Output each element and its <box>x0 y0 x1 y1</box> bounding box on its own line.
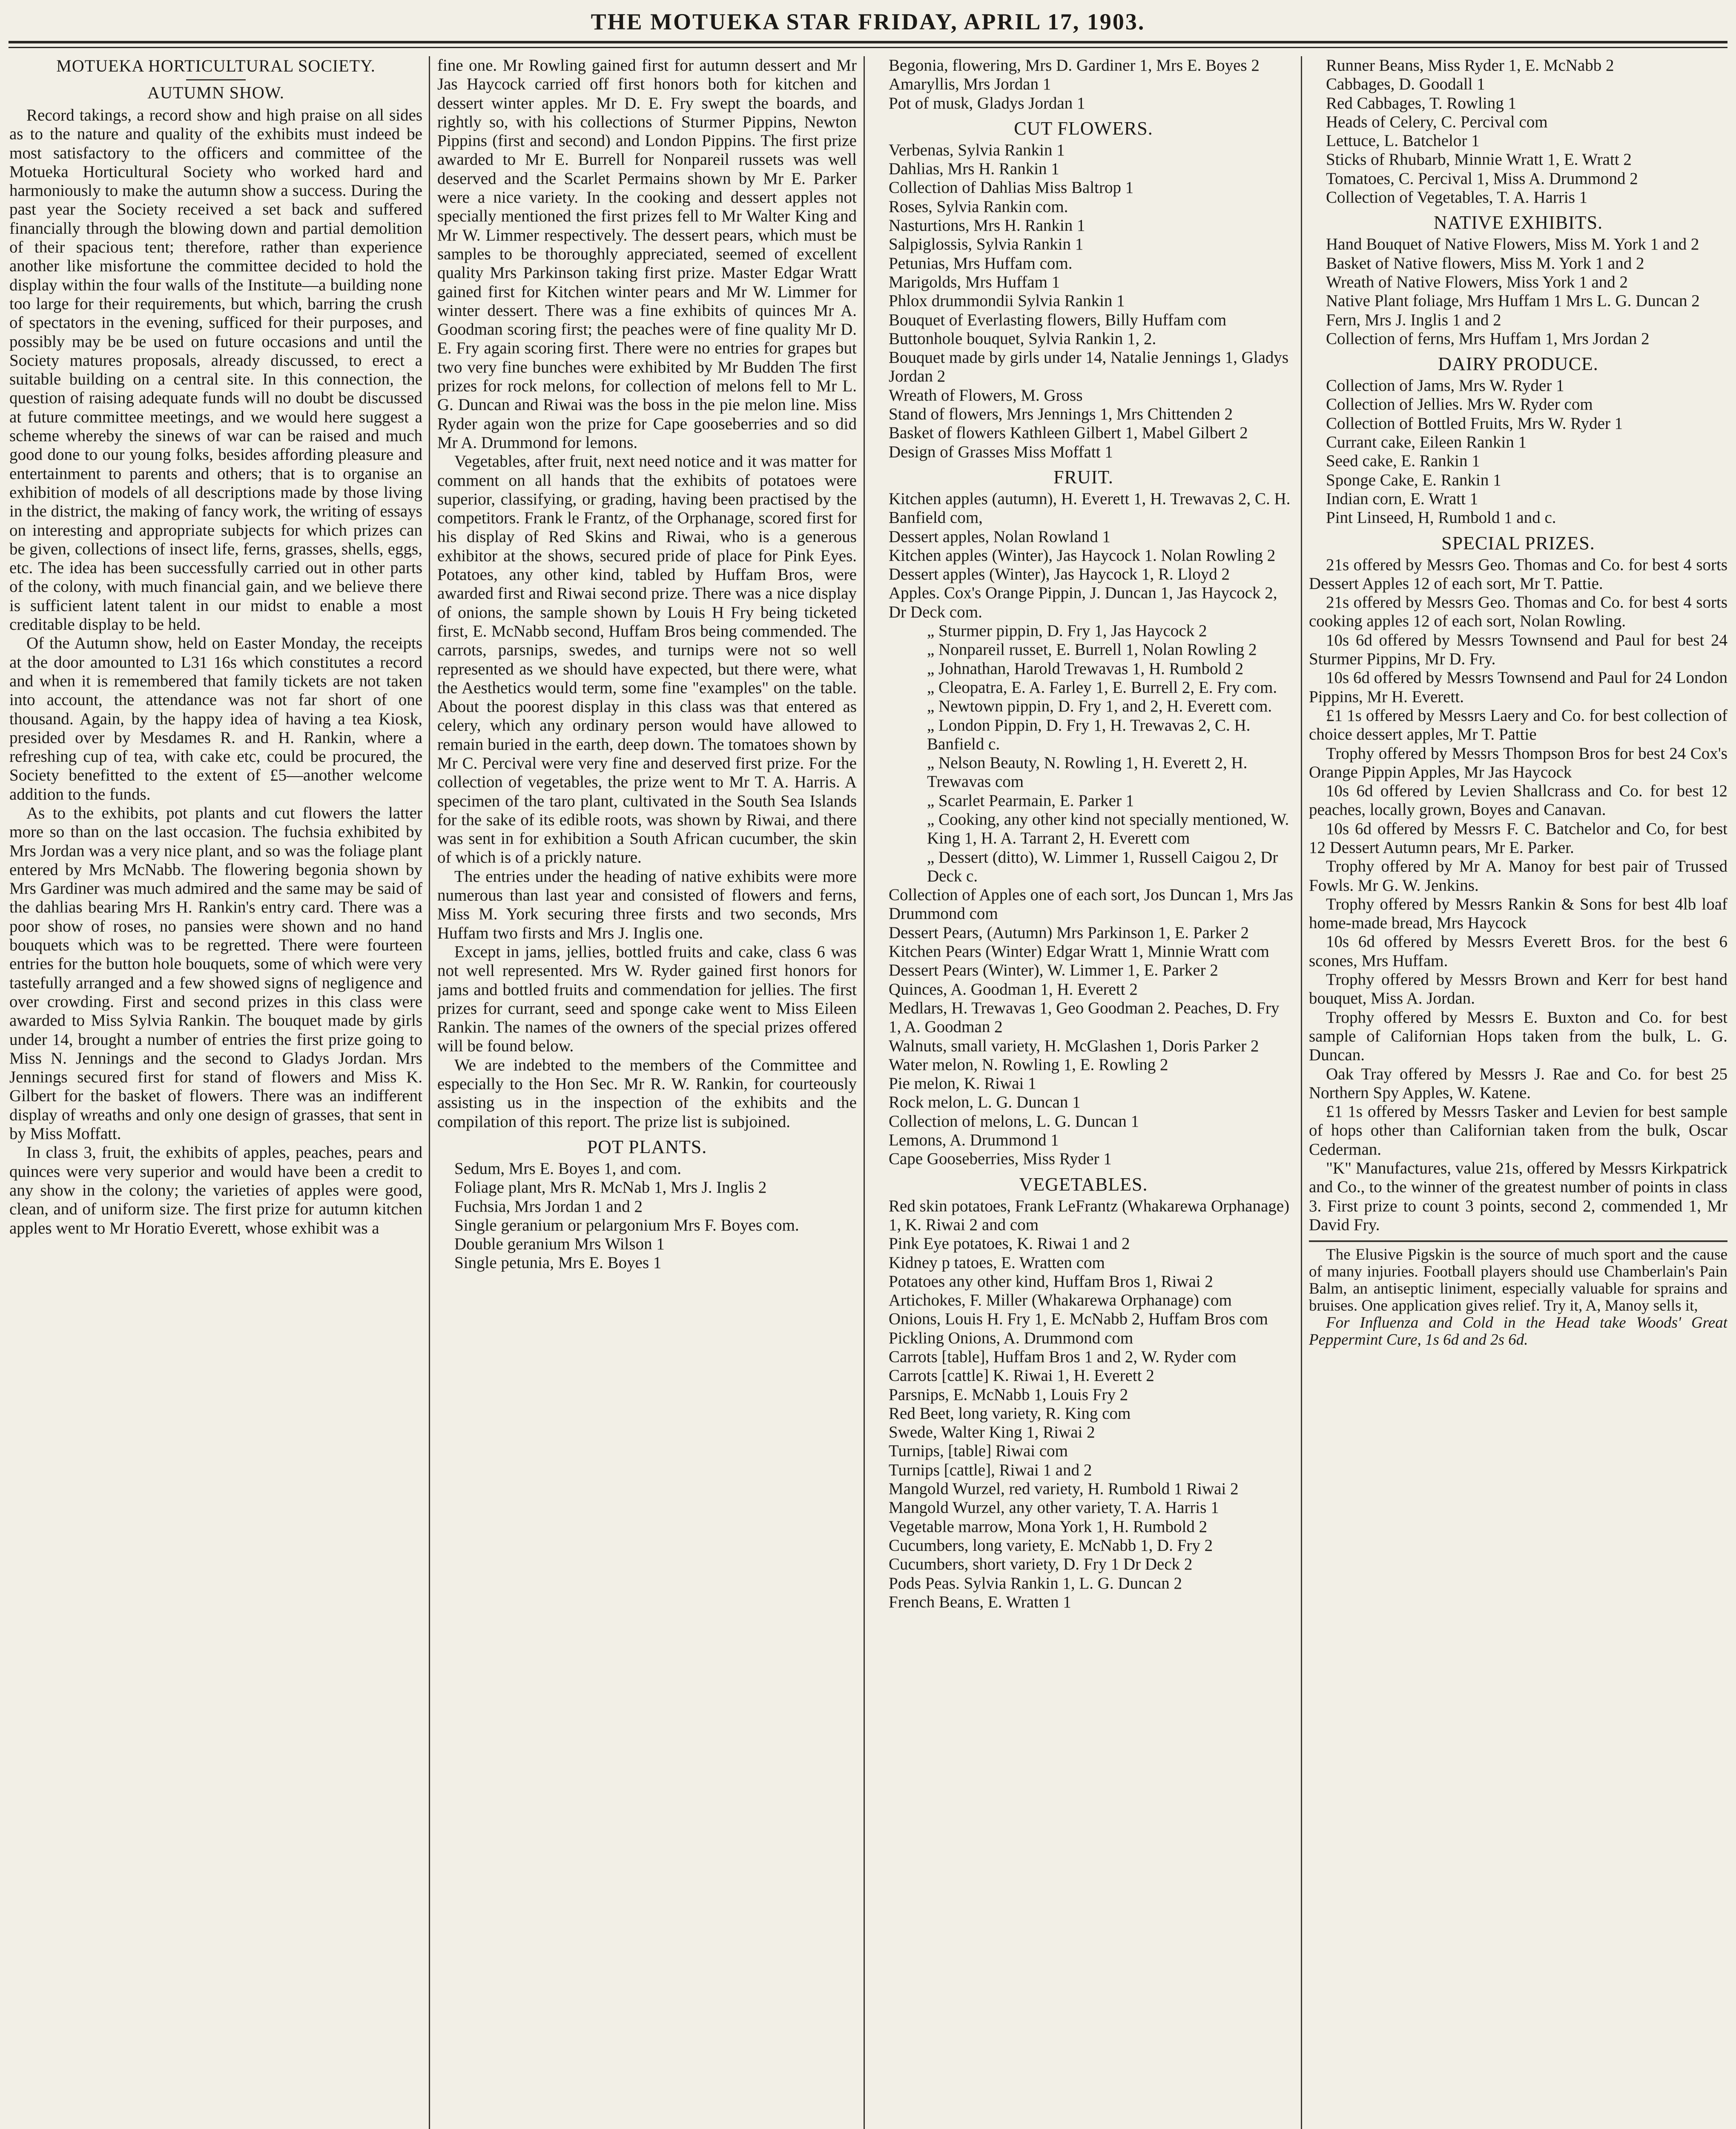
prize-entry: „ Cooking, any other kind not specially mentioned, W. King 1, H. A. Tarrant 2, H. Everett com <box>927 810 1289 848</box>
prize-entry: Single petunia, Mrs E. Boyes 1 <box>454 1254 662 1272</box>
prize-entry: Basket of Native flowers, Miss M. York 1 and 2 <box>1326 254 1644 273</box>
special-prize-entry: Trophy offered by Messrs E. Buxton and Co. for best sample of Californian Hops taken from the bulk, L. G. Duncan. <box>1309 1008 1727 1064</box>
prize-entry: Salpiglossis, Sylvia Rankin 1 <box>889 235 1084 254</box>
section-heading-vegetables: VEGETABLES. <box>1019 1174 1148 1195</box>
column-1 <box>9 56 422 2129</box>
prize-entry: Stand of flowers, Mrs Jennings 1, Mrs Chittenden 2 <box>889 405 1233 424</box>
prize-entry: Double geranium Mrs Wilson 1 <box>454 1235 665 1254</box>
prize-entry: Indian corn, E. Wratt 1 <box>1326 489 1478 508</box>
prize-entry: Tomatoes, C. Percival 1, Miss A. Drummond 2 <box>1326 169 1638 188</box>
prize-entry: Collection of Jellies. Mrs W. Ryder com <box>1326 395 1593 414</box>
special-prize-entry: 10s 6d offered by Levien Shallcrass and Co. for best 12 peaches, locally grown, Boyes and Canavan. <box>1309 782 1727 819</box>
prize-entry: Runner Beans, Miss Ryder 1, E. McNabb 2 <box>1326 56 1614 75</box>
special-prize-entry: Trophy offered by Messrs Brown and Kerr for best hand bouquet, Miss A. Jordan. <box>1309 970 1727 1008</box>
article-subheading: AUTUMN SHOW. <box>147 83 284 102</box>
prize-entry: Collection of ferns, Mrs Huffam 1, Mrs Jordan 2 <box>1326 329 1650 348</box>
special-prize-entry: 10s 6d offered by Messrs Townsend and Paul for 24 London Pippins, Mr H. Everett. <box>1309 669 1727 706</box>
masthead-rule <box>9 41 1727 43</box>
prize-entry: Begonia, flowering, Mrs D. Gardiner 1, Mrs E. Boyes 2 <box>889 56 1260 75</box>
prize-entry: Turnips, [table] Riwai com <box>889 1442 1068 1460</box>
prize-entry: Pint Linseed, H, Rumbold 1 and c. <box>1326 508 1556 527</box>
prize-entry: Verbenas, Sylvia Rankin 1 <box>889 141 1065 159</box>
prize-entry: Red skin potatoes, Frank LeFrantz (Whakarewa Orphanage) 1, K. Riwai 2 and com <box>889 1196 1290 1234</box>
prize-entry: Pot of musk, Gladys Jordan 1 <box>889 94 1085 112</box>
prize-entry: Artichokes, F. Miller (Whakarewa Orphanage) com <box>889 1291 1232 1310</box>
prize-entry: Dessert apples, Nolan Rowland 1 <box>889 527 1110 546</box>
prize-entry: Buttonhole bouquet, Sylvia Rankin 1, 2. <box>889 329 1156 348</box>
advertisement-text: The Elusive Pigskin is the source of much sport and the cause of many injuries. Football players should use Chamberlain's Pain Balm, an antiseptic liniment, especially valuable for sprains and bruises. One application gives relief. Try it, A, Manoy sells it, <box>1309 1246 1727 1315</box>
prize-entry: Basket of flowers Kathleen Gilbert 1, Mabel Gilbert 2 <box>889 424 1248 442</box>
prize-entry: Amaryllis, Mrs Jordan 1 <box>889 75 1051 94</box>
prize-entry: „ Dessert (ditto), W. Limmer 1, Russell Caigou 2, Dr Deck c. <box>927 848 1278 885</box>
article-paragraph: As to the exhibits, pot plants and cut flowers the latter more so than on the last occasion. The fuchsia exhibited by Mrs Jordan was a very nice plant, and so was the foliage plant entered by Mrs McNabb. The flowering begonia shown by Mrs Gardiner was much admired and the same may be said of the dahlias bearing Mrs H. Rankin's entry card. There was a poor show of roses, no pansies were shown and no hand bouquets which was to be regretted. There were fourteen entries for the button hole bouquets, some of which were very tastefully arranged and a few showed signs of negligence and over crowding. First and second prizes in this class were awarded to Miss Sylvia Rankin. The bouquet made by girls under 14, brought a number of entries the first prize going to Miss N. Jennings and the second to Gladys Jordan. Mrs Jennings secured first for stand of flowers and Miss K. Gilbert for the basket of flowers. There was an indifferent display of wreaths and only one design of grasses, that sent in by Miss Moffatt. <box>9 803 422 1143</box>
prize-entry: Collection of Jams, Mrs W. Ryder 1 <box>1326 376 1564 395</box>
section-heading-pot-plants: POT PLANTS. <box>587 1136 707 1157</box>
prize-entry: „ Sturmer pippin, D. Fry 1, Jas Haycock 2 <box>927 622 1207 640</box>
prize-entry: Rock melon, L. G. Duncan 1 <box>889 1093 1081 1112</box>
section-heading-native-exhibits: NATIVE EXHIBITS. <box>1433 212 1603 233</box>
prize-entry: „ Newtown pippin, D. Fry 1, and 2, H. Everett com. <box>927 697 1272 716</box>
prize-entry: Carrots [table], Huffam Bros 1 and 2, W. Ryder com <box>889 1348 1237 1366</box>
prize-entry: Marigolds, Mrs Huffam 1 <box>889 273 1060 291</box>
prize-entry: Wreath of Native Flowers, Miss York 1 and 2 <box>1326 273 1628 291</box>
prize-entry: Pickling Onions, A. Drummond com <box>889 1328 1133 1347</box>
prize-entry: „ Nelson Beauty, N. Rowling 1, H. Everett 2, H. Trewavas com <box>927 754 1248 791</box>
prize-entry: Dessert Pears, (Autumn) Mrs Parkinson 1, E. Parker 2 <box>889 923 1249 942</box>
special-prize-entry: £1 1s offered by Messrs Tasker and Levien for best sample of hops other than Californian taken from the bulk, Oscar Cederman. <box>1309 1102 1727 1159</box>
article-heading: MOTUEKA HORTICULTURAL SOCIETY. <box>56 56 376 75</box>
prize-entry: „ Scarlet Pearmain, E. Parker 1 <box>927 791 1134 810</box>
prize-entry: Collection of Bottled Fruits, Mrs W. Ryder 1 <box>1326 414 1623 433</box>
column-3 <box>872 56 1295 2129</box>
prize-entry: „ Cleopatra, E. A. Farley 1, E. Burrell 2, E. Fry com. <box>927 678 1277 697</box>
prize-entry: Collection of melons, L. G. Duncan 1 <box>889 1112 1139 1130</box>
prize-entry: Turnips [cattle], Riwai 1 and 2 <box>889 1460 1092 1479</box>
prize-entry: Kidney p tatoes, E. Wratten com <box>889 1253 1105 1272</box>
prize-entry: Mangold Wurzel, any other variety, T. A. Harris 1 <box>889 1498 1219 1517</box>
article-paragraph: Except in jams, jellies, bottled fruits and cake, class 6 was not well represented. Mrs W. Ryder gained first honors for jams and bottled fruits and commendation for jellies. The first prizes for currant, seed and sponge cake went to Miss Eileen Rankin. The names of the owners of the special prizes offered will be found below. <box>437 942 857 1056</box>
prize-entry: Native Plant foliage, Mrs Huffam 1 Mrs L. G. Duncan 2 <box>1326 292 1700 310</box>
prize-entry: Collection of Apples one of each sort, Jos Duncan 1, Mrs Jas Drummond com <box>889 886 1293 923</box>
prize-entry: Pods Peas. Sylvia Rankin 1, L. G. Duncan 2 <box>889 1574 1182 1592</box>
prize-entry: Kitchen apples (autumn), H. Everett 1, H. Trewavas 2, C. H. Banfield com, <box>889 489 1291 527</box>
prize-entry: Fuchsia, Mrs Jordan 1 and 2 <box>454 1197 643 1216</box>
section-heading-fruit: FRUIT. <box>1053 466 1113 488</box>
prize-entry: Heads of Celery, C. Percival com <box>1326 112 1548 131</box>
special-prize-entry: 21s offered by Messrs Geo. Thomas and Co. for best 4 sorts Dessert Apples 12 of each sort, Mr T. Pattie. <box>1309 555 1727 593</box>
prize-entry: Apples. Cox's Orange Pippin, J. Duncan 1, Jas Haycock 2, Dr Deck com. <box>889 584 1277 621</box>
masthead-rule-thin <box>9 47 1727 48</box>
prize-entry: Fern, Mrs J. Inglis 1 and 2 <box>1326 310 1501 329</box>
article-paragraph: In class 3, fruit, the exhibits of apples, peaches, pears and quinces were very superior and would have been a credit to any show in the colony; the varieties of apples were good, clean, and of uniform size. The first prize for autumn kitchen apples went to Mr Horatio Everett, whose exhibit was a <box>9 1143 422 1237</box>
advertisement-italic-text: For Influenza and Cold in the Head take Woods' Great Peppermint Cure, 1s 6d and 2s 6d. <box>1309 1314 1727 1349</box>
prize-entry: Kitchen apples (Winter), Jas Haycock 1. Nolan Rowling 2 <box>889 546 1276 565</box>
prize-entry: Medlars, H. Trewavas 1, Geo Goodman 2. Peaches, D. Fry 1, A. Goodman 2 <box>889 999 1280 1036</box>
special-prize-entry: Trophy offered by Mr A. Manoy for best pair of Trussed Fowls. Mr G. W. Jenkins. <box>1309 857 1727 895</box>
special-prize-entry: "K" Manufactures, value 21s, offered by Messrs Kirkpatrick and Co., to the winner of the greatest number of points in class 3. First prize to count 3 points, second 2, commended 1, Mr David Fry. <box>1309 1159 1727 1234</box>
prize-entry: Collection of Dahlias Miss Baltrop 1 <box>889 178 1134 197</box>
prize-entry: Collection of Vegetables, T. A. Harris 1 <box>1326 188 1588 207</box>
section-heading-special-prizes: SPECIAL PRIZES. <box>1441 532 1595 554</box>
article-paragraph: Record takings, a record show and high praise on all sides as to the nature and quality of the exhibits must indeed be most satisfactory to the officers and committee of the Motueka Horticultural Society who worked hard and harmoniously to make the autumn show a success. During the past year the Society received a set back and suffered financially through the blowing down and partial demolition of their spacious tent; therefore, rather than experience another like misfortune the committee decided to hold the display within the four walls of the Institute—a building none too large for their requirements, but which, barring the crush of spectators in the evening, sufficed for their purposes, and possibly may be be used on future occasions and until the Society matures proposals, already discussed, to erect a suitable building on a central site. In this connection, the question of raising adequate funds will no doubt be discussed at future committee meetings, and we would here suggest a scheme whereby the sinews of war can be raised and much good done to our young folks, besides affording pleasure and entertainment to parents and others; that is to organise an exhibition of models of all descriptions made by those living in the district, the making of fancy work, the writing of essays on interesting and appropriate subjects for which prizes can be given, collections of insect life, ferns, grasses, shells, eggs, etc. The idea has been successfully carried out in other parts of the colony, with much financial gain, and we believe there is sufficient latent talent in our midst to enable a most creditable display to be held. <box>9 106 422 634</box>
prize-entry: Bouquet of Everlasting flowers, Billy Huffam com <box>889 310 1227 329</box>
special-prize-entry: Trophy offered by Messrs Rankin & Sons for best 4lb loaf home-made bread, Mrs Haycock <box>1309 895 1727 933</box>
special-prize-entry: £1 1s offered by Messrs Laery and Co. for best collection of choice dessert apples, Mr T. Pattie <box>1309 706 1727 744</box>
column-4 <box>1309 56 1727 2129</box>
prize-entry: „ London Pippin, D. Fry 1, H. Trewavas 2, C. H. Banfield c. <box>927 716 1251 753</box>
section-heading-dairy-produce: DAIRY PRODUCE. <box>1438 353 1598 375</box>
prize-entry: Dessert Pears (Winter), W. Limmer 1, E. Parker 2 <box>889 961 1218 980</box>
article-paragraph: We are indebted to the members of the Committee and especially to the Hon Sec. Mr R. W. Rankin, for courteously assisting us in the inspection of the exhibits and the compilation of this report. The prize list is subjoined. <box>437 1056 857 1131</box>
prize-entry: Pie melon, K. Riwai 1 <box>889 1074 1036 1093</box>
article-paragraph: Vegetables, after fruit, next need notice and it was matter for comment on all hands that the exhibits of potatoes were superior, classifying, or grading, having been practised by the competitors. Frank le Frantz, of the Orphanage, scored first for his display of Red Skins and Riwai, who is a generous exhibitor at the shows, secured pride of place for Pink Eyes. Potatoes, any other kind, tabled by Huffam Bros, were awarded first and Riwai second prize. There was a nice display of onions, the sample shown by Louis H Fry being ticketed first, E. McNabb second, Huffam Bros being commended. The carrots, parsnips, swedes, and turnips were not so well represented as we should have expected, but there were, what the Aesthetics would term, some fine "examples" on the table. About the poorest display in this class was that entered as celery, which any ordinary person would have allowed to remain buried in the earth, deep down. The tomatoes shown by Mr C. Percival were very fine and deserved first prize. For the collection of vegetables, the prize went to Mr T. A. Harris. A specimen of the taro plant, cultivated in the South Sea Islands for the sake of its edible roots, was shown by Riwai, and there was sent in for exhibition a South African cucumber, the skin of which is of a prickly nature. <box>437 452 857 867</box>
article-paragraph: fine one. Mr Rowling gained first for autumn dessert and Mr Jas Haycock carried off first honors both for kitchen and dessert winter apples. Mr D. E. Fry swept the boards, and rightly so, with his collections of Sturmer Pippins, Newton Pippins (first and second) and London Pippins. The first prize awarded to Mr E. Burrell for Nonpareil russets was well deserved and the Scarlet Permains shown by Mr E. Parker were a nice variety. In the cooking and dessert apples not specially mentioned the first prizes fell to Mr Walter King and Mr W. Limmer respectively. The dessert pears, which must be samples to be thoroughly appreciated, seemed of excellent quality Mrs Parkinson taking first prize. Master Edgar Wratt gained first for Kitchen winter pears and Mr W. Limmer for winter dessert. There was a fine exhibits of quinces Mr A. Goodman scoring first; the peaches were of fine quality Mr D. E. Fry again scoring first. There were no entries for grapes but two very fine bunches were exhibited by Mr Budden The first prizes for rock melons, for collection of melons fell to Mr L. G. Duncan and Riwai was the boss in the pie melon line. Miss Ryder again won the prize for Cape gooseberries and so did Mr A. Drummond for lemons. <box>437 56 857 452</box>
prize-entry: Lettuce, L. Batchelor 1 <box>1326 132 1480 150</box>
prize-entry: Lemons, A. Drummond 1 <box>889 1131 1059 1150</box>
prize-entry: Kitchen Pears (Winter) Edgar Wratt 1, Minnie Wratt com <box>889 942 1269 961</box>
prize-entry: Water melon, N. Rowling 1, E. Rowling 2 <box>889 1055 1168 1074</box>
prize-entry: Foliage plant, Mrs R. McNab 1, Mrs J. Inglis 2 <box>454 1178 767 1197</box>
prize-entry: Cabbages, D. Goodall 1 <box>1326 75 1485 94</box>
prize-entry: Pink Eye potatoes, K. Riwai 1 and 2 <box>889 1234 1130 1253</box>
prize-entry: Hand Bouquet of Native Flowers, Miss M. York 1 and 2 <box>1326 235 1699 254</box>
prize-entry: Design of Grasses Miss Moffatt 1 <box>889 442 1113 461</box>
advertisement <box>1309 1246 1727 1349</box>
prize-entry: Dessert apples (Winter), Jas Haycock 1, R. Lloyd 2 <box>889 565 1230 584</box>
special-prize-entry: Oak Tray offered by Messrs J. Rae and Co. for best 25 Northern Spy Apples, W. Katene. <box>1309 1064 1727 1102</box>
column-2 <box>437 56 857 2129</box>
prize-entry: French Beans, E. Wratten 1 <box>889 1592 1071 1611</box>
special-prize-entry: Trophy offered by Messrs Thompson Bros for best 24 Cox's Orange Pippin Apples, Mr Jas Haycock <box>1309 744 1727 781</box>
section-heading-cut-flowers: CUT FLOWERS. <box>1014 118 1153 139</box>
prize-entry: Quinces, A. Goodman 1, H. Everett 2 <box>889 980 1138 999</box>
prize-entry: Sponge Cake, E. Rankin 1 <box>1326 471 1501 489</box>
prize-entry: Dahlias, Mrs H. Rankin 1 <box>889 160 1059 178</box>
article-paragraph: The entries under the heading of native exhibits were more numerous than last year and consisted of flowers and ferns, Miss M. York securing three firsts and two seconds, Mrs Huffam two firsts and Mrs J. Inglis one. <box>437 867 857 942</box>
advertisement-rule <box>1309 1240 1727 1242</box>
prize-entry: „ Johnathan, Harold Trewavas 1, H. Rumbold 2 <box>927 659 1244 678</box>
heading-rule <box>186 79 246 80</box>
special-prize-entry: 10s 6d offered by Messrs Everett Bros. for the best 6 scones, Mrs Huffam. <box>1309 933 1727 970</box>
prize-entry: Currant cake, Eileen Rankin 1 <box>1326 433 1527 452</box>
prize-entry: Cucumbers, long variety, E. McNabb 1, D. Fry 2 <box>889 1536 1213 1555</box>
prize-entry: Phlox drummondii Sylvia Rankin 1 <box>889 292 1125 310</box>
prize-entry: „ Nonpareil russet, E. Burrell 1, Nolan Rowling 2 <box>927 640 1257 659</box>
prize-entry: Parsnips, E. McNabb 1, Louis Fry 2 <box>889 1385 1128 1404</box>
prize-entry: Onions, Louis H. Fry 1, E. McNabb 2, Huffam Bros com <box>889 1310 1268 1328</box>
prize-entry: Petunias, Mrs Huffam com. <box>889 254 1073 273</box>
prize-entry: Carrots [cattle] K. Riwai 1, H. Everett 2 <box>889 1366 1154 1385</box>
prize-entry: Wreath of Flowers, M. Gross <box>889 386 1083 405</box>
prize-entry: Walnuts, small variety, H. McGlashen 1, Doris Parker 2 <box>889 1036 1259 1055</box>
prize-entry: Seed cake, E. Rankin 1 <box>1326 452 1480 471</box>
prize-entry: Cucumbers, short variety, D. Fry 1 Dr Deck 2 <box>889 1555 1193 1574</box>
prize-entry: Bouquet made by girls under 14, Natalie Jennings 1, Gladys Jordan 2 <box>889 348 1289 386</box>
prize-entry: Red Beet, long variety, R. King com <box>889 1404 1131 1423</box>
article-paragraph: Of the Autumn show, held on Easter Monday, the receipts at the door amounted to L31 16s which constitutes a record and when it is remembered that family tickets are not taken into account, the attendance was not far short of one thousand. Again, by the happy idea of having a tea Kiosk, presided over by Mesdames R. and H. Rankin, where a refreshing cup of tea, with cake etc, could be procured, the Society benefitted to the extent of £5—another welcome addition to the funds. <box>9 634 422 803</box>
prize-entry: Mangold Wurzel, red variety, H. Rumbold 1 Riwai 2 <box>889 1480 1239 1498</box>
prize-entry: Cape Gooseberries, Miss Ryder 1 <box>889 1150 1112 1168</box>
prize-entry: Nasturtions, Mrs H. Rankin 1 <box>889 216 1085 235</box>
prize-entry: Single geranium or pelargonium Mrs F. Boyes com. <box>454 1216 799 1234</box>
prize-entry: Potatoes any other kind, Huffam Bros 1, Riwai 2 <box>889 1272 1213 1291</box>
masthead: THE MOTUEKA STAR FRIDAY, APRIL 17, 1903. <box>591 9 1145 34</box>
special-prize-entry: 21s offered by Messrs Geo. Thomas and Co. for best 4 sorts cooking apples 12 of each sort, Nolan Rowling. <box>1309 593 1727 631</box>
prize-entry: Red Cabbages, T. Rowling 1 <box>1326 94 1517 112</box>
prize-entry: Roses, Sylvia Rankin com. <box>889 197 1068 216</box>
prize-entry: Sedum, Mrs E. Boyes 1, and com. <box>454 1159 681 1178</box>
prize-entry: Swede, Walter King 1, Riwai 2 <box>889 1423 1095 1442</box>
prize-entry: Sticks of Rhubarb, Minnie Wratt 1, E. Wratt 2 <box>1326 150 1632 169</box>
special-prize-entry: 10s 6d offered by Messrs Townsend and Paul for best 24 Sturmer Pippins, Mr D. Fry. <box>1309 631 1727 669</box>
prize-entry: Vegetable marrow, Mona York 1, H. Rumbold 2 <box>889 1517 1208 1536</box>
special-prize-entry: 10s 6d offered by Messrs F. C. Batchelor and Co, for best 12 Dessert Autumn pears, Mr E. Parker. <box>1309 819 1727 857</box>
